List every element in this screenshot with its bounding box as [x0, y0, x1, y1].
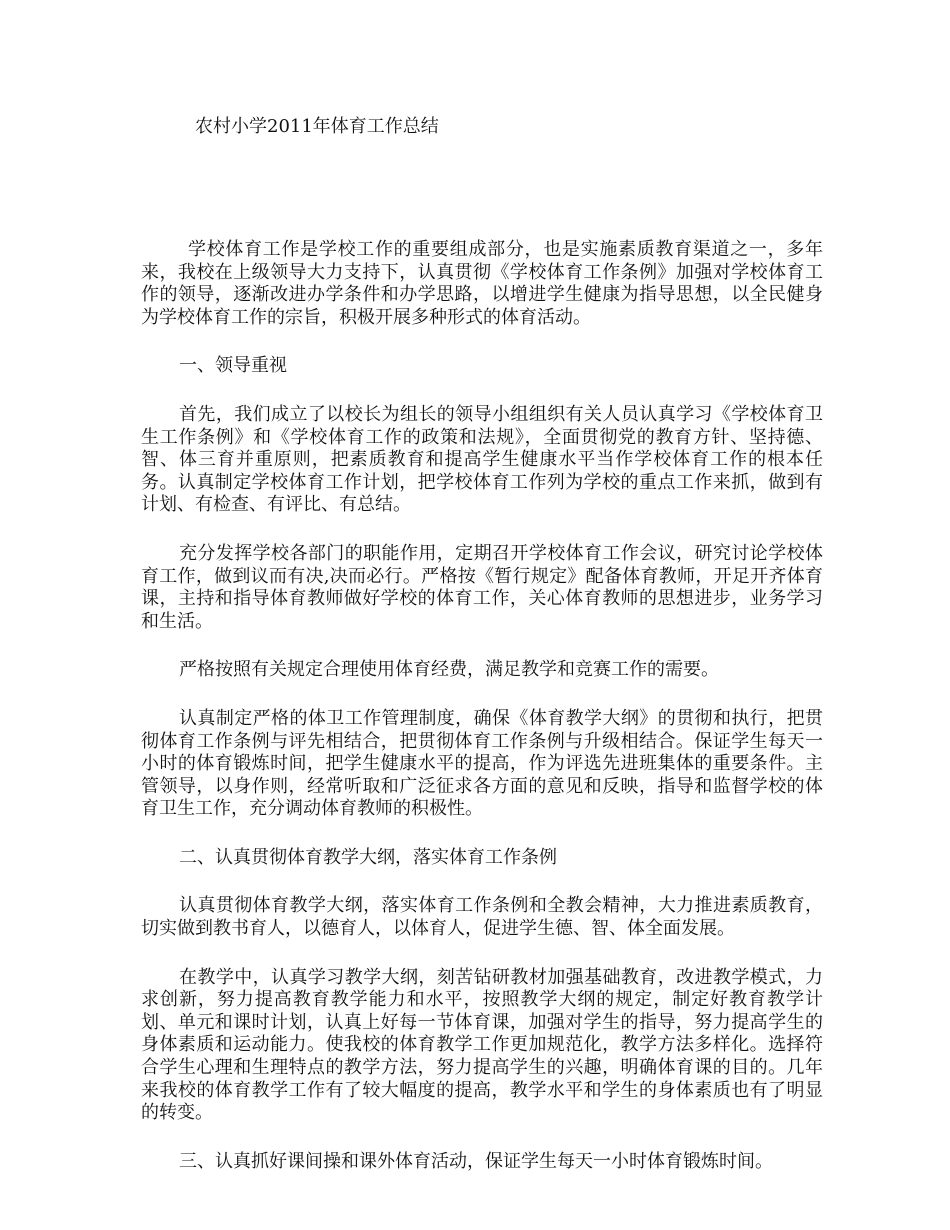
- section-heading-3: 三、认真抓好课间操和课外体育活动，保证学生每天一小时体育锻炼时间。: [179, 1150, 773, 1172]
- document-title: 农村小学2011年体育工作总结: [195, 116, 439, 137]
- body-paragraph: 严格按照有关规定合理使用体育经费，满足教学和竞赛工作的需要。: [179, 659, 719, 681]
- body-paragraph: 充分发挥学校各部门的职能作用，定期召开学校体育工作会议，研究讨论学校体育工作，做到议而有决,决而必行。严格按《暂行规定》配备体育教师，开足开齐体育课，主持和指导体育教师做好学校的体育工作，关心体育教师的思想进步，业务学习和生活。: [141, 542, 823, 632]
- section-heading-1: 一、领导重视: [179, 355, 287, 377]
- body-paragraph: 认真贯彻体育教学大纲，落实体育工作条例和全教会精神，大力推进素质教育，切实做到教书育人，以德育人，以体育人，促进学生德、智、体全面发展。: [141, 895, 823, 940]
- intro-paragraph: 学校体育工作是学校工作的重要组成部分，也是实施素质教育渠道之一，多年来，我校在上级领导大力支持下，认真贯彻《学校体育工作条例》加强对学校体育工作的领导，逐渐改进办学条件和办学思路，以增进学生健康为指导思想，以全民健身为学校体育工作的宗旨，积极开展多种形式的体育活动。: [141, 239, 823, 328]
- section-heading-2: 二、认真贯彻体育教学大纲，落实体育工作条例: [179, 846, 557, 868]
- body-paragraph: 首先，我们成立了以校长为组长的领导小组组织有关人员认真学习《学校体育卫生工作条例》和《学校体育工作的政策和法规》，全面贯彻党的教育方针、坚持德、智、体三育并重原则，把素质教育和提高学生健康水平当作学校体育工作的根本任务。认真制定学校体育工作计划，把学校体育工作列为学校的重点工作来抓，做到有计划、有检查、有评比、有总结。: [141, 403, 823, 516]
- body-paragraph: 在教学中，认真学习教学大纲，刻苦钻研教材加强基础教育，改进教学模式，力求创新，努力提高教育教学能力和水平，按照教学大纲的规定，制定好教育教学计划、单元和课时计划，认真上好每一节体育课，加强对学生的指导，努力提高学生的身体素质和运动能力。使我校的体育教学工作更加规范化，教学方法多样化。选择符合学生心理和生理特点的教学方法，努力提高学生的兴趣，明确体育课的目的。几年来我校的体育教学工作有了较大幅度的提高，教学水平和学生的身体素质也有了明显的转变。: [141, 966, 823, 1124]
- body-paragraph: 认真制定严格的体卫工作管理制度，确保《体育教学大纲》的贯彻和执行，把贯彻体育工作条例与评先相结合，把贯彻体育工作条例与升级相结合。保证学生每天一小时的体育锻炼时间，把学生健康水平的提高，作为评选先进班集体的重要条件。主管领导，以身作则，经常听取和广泛征求各方面的意见和反映，指导和监督学校的体育卫生工作，充分调动体育教师的积极性。: [141, 707, 823, 820]
- document-body: [141, 239, 823, 1199]
